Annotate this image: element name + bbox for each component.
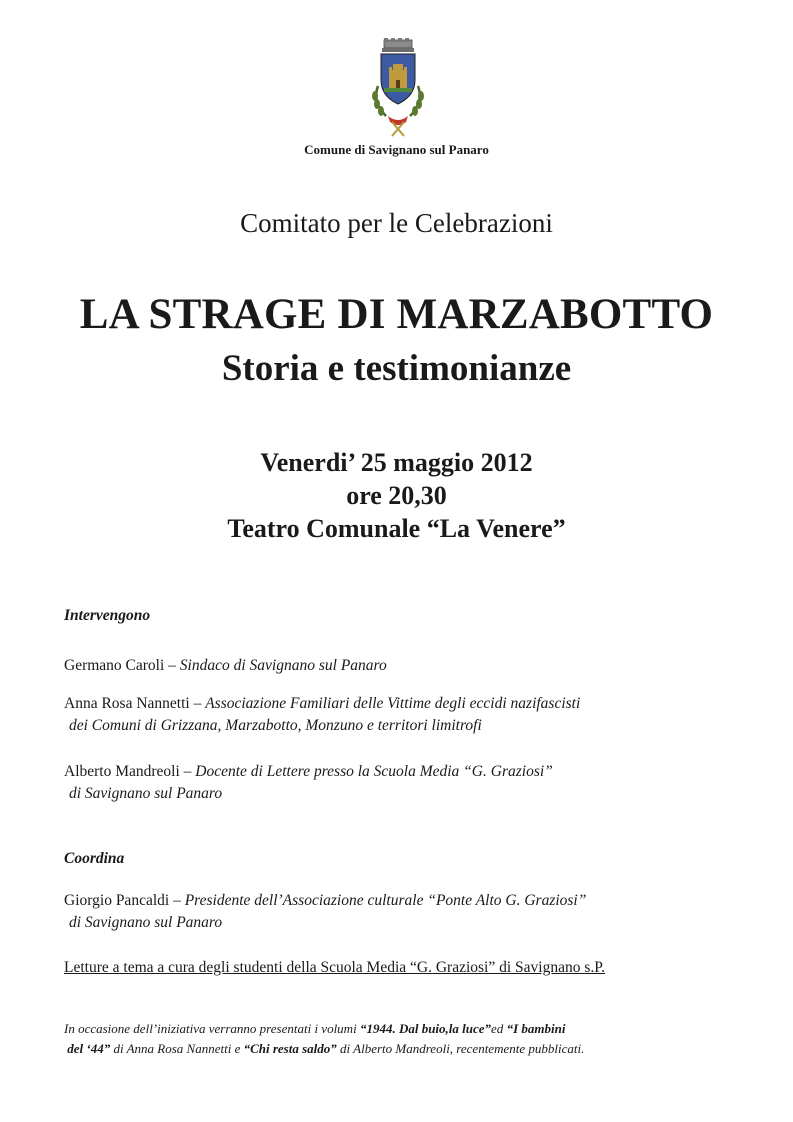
coordinator-role: Presidente dell’Associazione culturale “Ponte Alto G. Graziosi” — [184, 892, 587, 909]
speaker-entry — [64, 655, 387, 677]
speaker-role-continued: di Savignano sul Panaro — [69, 785, 223, 802]
event-subtitle: Storia e testimonianze — [221, 348, 572, 389]
separator: – — [169, 892, 185, 909]
event-time: ore 20,30 — [346, 481, 447, 510]
speaker-name: Anna Rosa Nannetti — [64, 695, 190, 712]
note-text: ed — [491, 1021, 507, 1036]
event-date: Venerdi’ 25 maggio 2012 — [260, 448, 533, 477]
coordinator-role-continued: di Savignano sul Panaro — [69, 914, 223, 931]
municipality-name: Comune di Savignano sul Panaro — [304, 142, 489, 157]
books-note — [64, 1019, 584, 1059]
book-title: “I bambini — [506, 1021, 566, 1036]
readings-note: Letture a tema a cura degli studenti della Scuola Media “G. Graziosi” di Savignano s.P. — [64, 959, 606, 976]
speaker-name: Alberto Mandreoli — [64, 763, 180, 780]
coordinator-name: Giorgio Pancaldi — [64, 892, 170, 909]
speaker-role: Docente di Lettere presso la Scuola Media “G. Graziosi” — [195, 763, 553, 780]
speaker-role-continued: dei Comuni di Grizzana, Marzabotto, Monzuno e territori limitrofi — [69, 717, 482, 734]
book-title: “Chi resta saldo” — [243, 1041, 337, 1056]
book-title-continued: del ‘44” — [67, 1041, 111, 1056]
speaker-entry — [64, 693, 580, 737]
note-text: di Alberto Mandreoli, recentemente pubblicati. — [336, 1041, 585, 1056]
event-details — [0, 446, 793, 545]
separator: – — [179, 763, 196, 780]
speakers-heading: Intervengono — [64, 607, 151, 624]
coordinator-entry — [64, 890, 586, 934]
event-title: LA STRAGE DI MARZABOTTO — [79, 291, 714, 338]
note-text: In occasione dell’iniziativa verranno presentati i volumi — [64, 1021, 360, 1036]
event-venue: Teatro Comunale “La Venere” — [227, 514, 566, 543]
committee-name: Comitato per le Celebrazioni — [240, 208, 553, 238]
coordinator-heading: Coordina — [64, 850, 125, 867]
separator: – — [164, 657, 180, 674]
note-text: di Anna Rosa Nannetti e — [110, 1041, 244, 1056]
speaker-role: Associazione Familiari delle Vittime degli eccidi nazifascisti — [205, 695, 581, 712]
separator: – — [189, 695, 206, 712]
municipal-crest-icon — [368, 38, 428, 138]
speaker-entry — [64, 761, 553, 805]
speaker-role: Sindaco di Savignano sul Panaro — [179, 657, 387, 674]
book-title: “1944. Dal buio,la luce” — [359, 1021, 492, 1036]
speaker-name: Germano Caroli — [64, 657, 165, 674]
